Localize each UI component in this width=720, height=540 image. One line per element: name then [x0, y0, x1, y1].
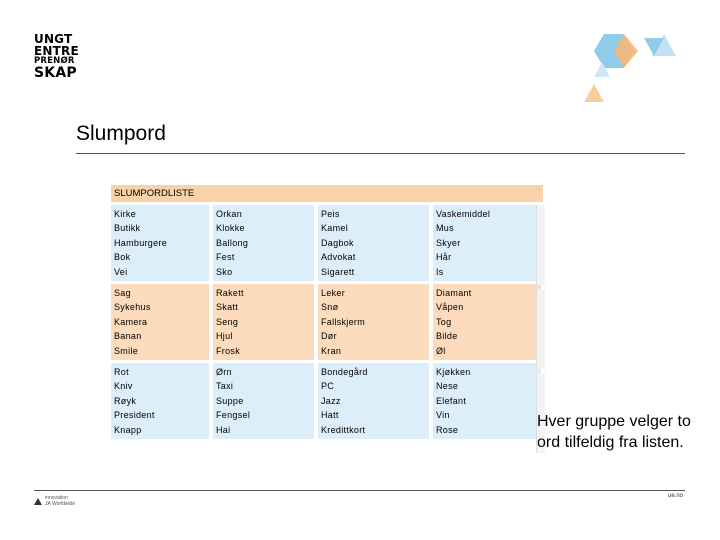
word-item: Sigarett	[321, 266, 355, 277]
word-item: Hamburgere	[114, 237, 168, 248]
word-cell	[213, 205, 314, 281]
logo-line: ENTRE	[34, 44, 79, 58]
word-item: Sag	[114, 288, 131, 299]
footer-logo-line: JA Worldwide	[45, 501, 76, 507]
word-cell	[111, 363, 209, 439]
word-item: Hjul	[216, 331, 233, 342]
word-item: Suppe	[216, 395, 244, 406]
word-item: Taxi	[216, 381, 234, 392]
word-item: Knapp	[114, 424, 142, 435]
slumpord-table	[111, 185, 543, 439]
word-item: President	[114, 410, 155, 421]
instruction-text: Hver gruppe velger to ord tilfeldig fra listen.	[537, 413, 691, 451]
word-item: Bilde	[436, 331, 458, 342]
footer-url[interactable]: ue.no	[667, 493, 683, 499]
triangle-icon	[34, 498, 42, 505]
word-item: Kirke	[114, 209, 137, 219]
word-item: Dagbok	[321, 237, 354, 248]
word-cell	[318, 205, 429, 281]
word-item: Advokat	[321, 252, 356, 263]
word-item: Rakett	[216, 288, 244, 299]
word-item: Røyk	[114, 395, 137, 406]
ungt-entreprenorskap-logo	[34, 33, 94, 80]
logo-line: PRENØR	[34, 56, 75, 66]
word-item: Frosk	[216, 345, 240, 356]
word-item: Vin	[436, 410, 450, 421]
word-item: Banan	[114, 331, 142, 342]
word-cell	[111, 205, 209, 281]
word-item: Kredittkort	[321, 424, 366, 435]
side-strip	[536, 289, 545, 369]
word-item: Sko	[216, 266, 233, 277]
side-strip	[536, 205, 545, 285]
word-item: Elefant	[436, 395, 467, 406]
word-item: Seng	[216, 316, 239, 327]
word-item: Nese	[436, 381, 459, 392]
word-item: Butikk	[114, 223, 141, 234]
word-item: Hår	[436, 252, 452, 263]
word-item: Jazz	[321, 395, 341, 406]
word-item: Øl	[436, 345, 446, 356]
word-cell	[213, 363, 314, 439]
word-cell	[318, 284, 429, 360]
word-cell	[433, 284, 541, 360]
word-item: Vei	[114, 266, 128, 277]
word-item: Dør	[321, 331, 337, 342]
word-item: Hai	[216, 424, 231, 435]
word-cell	[433, 363, 541, 439]
word-item: Hatt	[321, 410, 339, 421]
word-item: Klokke	[216, 223, 245, 234]
word-item: Leker	[321, 288, 346, 299]
footer-logo-line: innovation	[45, 495, 68, 501]
word-cell	[318, 363, 429, 439]
word-item: Skatt	[216, 302, 239, 313]
word-item: Orkan	[216, 209, 243, 219]
word-item: Tog	[436, 316, 452, 327]
logo-line: UNGT	[34, 32, 73, 46]
footer-divider	[34, 490, 685, 491]
word-item: Vaskemiddel	[436, 209, 491, 219]
page-title: Slumpord	[76, 122, 166, 145]
word-item: Fest	[216, 252, 235, 263]
word-item: Rose	[436, 424, 459, 435]
word-item: Skyer	[436, 237, 461, 248]
word-item: Diamant	[436, 288, 472, 299]
divider	[76, 153, 685, 154]
ja-worldwide-logo	[34, 495, 75, 507]
word-grid	[111, 205, 543, 439]
word-item: Kran	[321, 345, 342, 356]
decorative-triangles-graphic	[576, 32, 686, 107]
word-item: Ballong	[216, 237, 249, 248]
word-item: Peis	[321, 209, 340, 219]
word-item: Ørn	[216, 367, 232, 378]
word-cell	[433, 205, 541, 281]
word-item: Kjøkken	[436, 367, 471, 378]
word-item: Bondegård	[321, 367, 368, 378]
word-item: Kamera	[114, 316, 148, 327]
word-item: Fallskjerm	[321, 316, 366, 327]
word-cell	[213, 284, 314, 360]
word-item: Våpen	[436, 302, 464, 313]
table-title: SLUMPORDLISTE	[111, 185, 543, 202]
word-item: Bok	[114, 252, 131, 263]
word-item: Rot	[114, 367, 129, 378]
word-item: Snø	[321, 302, 339, 313]
word-item: Fengsel	[216, 410, 251, 421]
word-cell	[111, 284, 209, 360]
word-item: PC	[321, 381, 335, 392]
word-item: Kniv	[114, 381, 133, 392]
word-item: Is	[436, 266, 444, 277]
word-item: Sykehus	[114, 302, 151, 313]
word-item: Mus	[436, 223, 454, 234]
word-item: Kamel	[321, 223, 349, 234]
logo-line: SKAP	[34, 65, 77, 81]
word-item: Smile	[114, 345, 139, 356]
